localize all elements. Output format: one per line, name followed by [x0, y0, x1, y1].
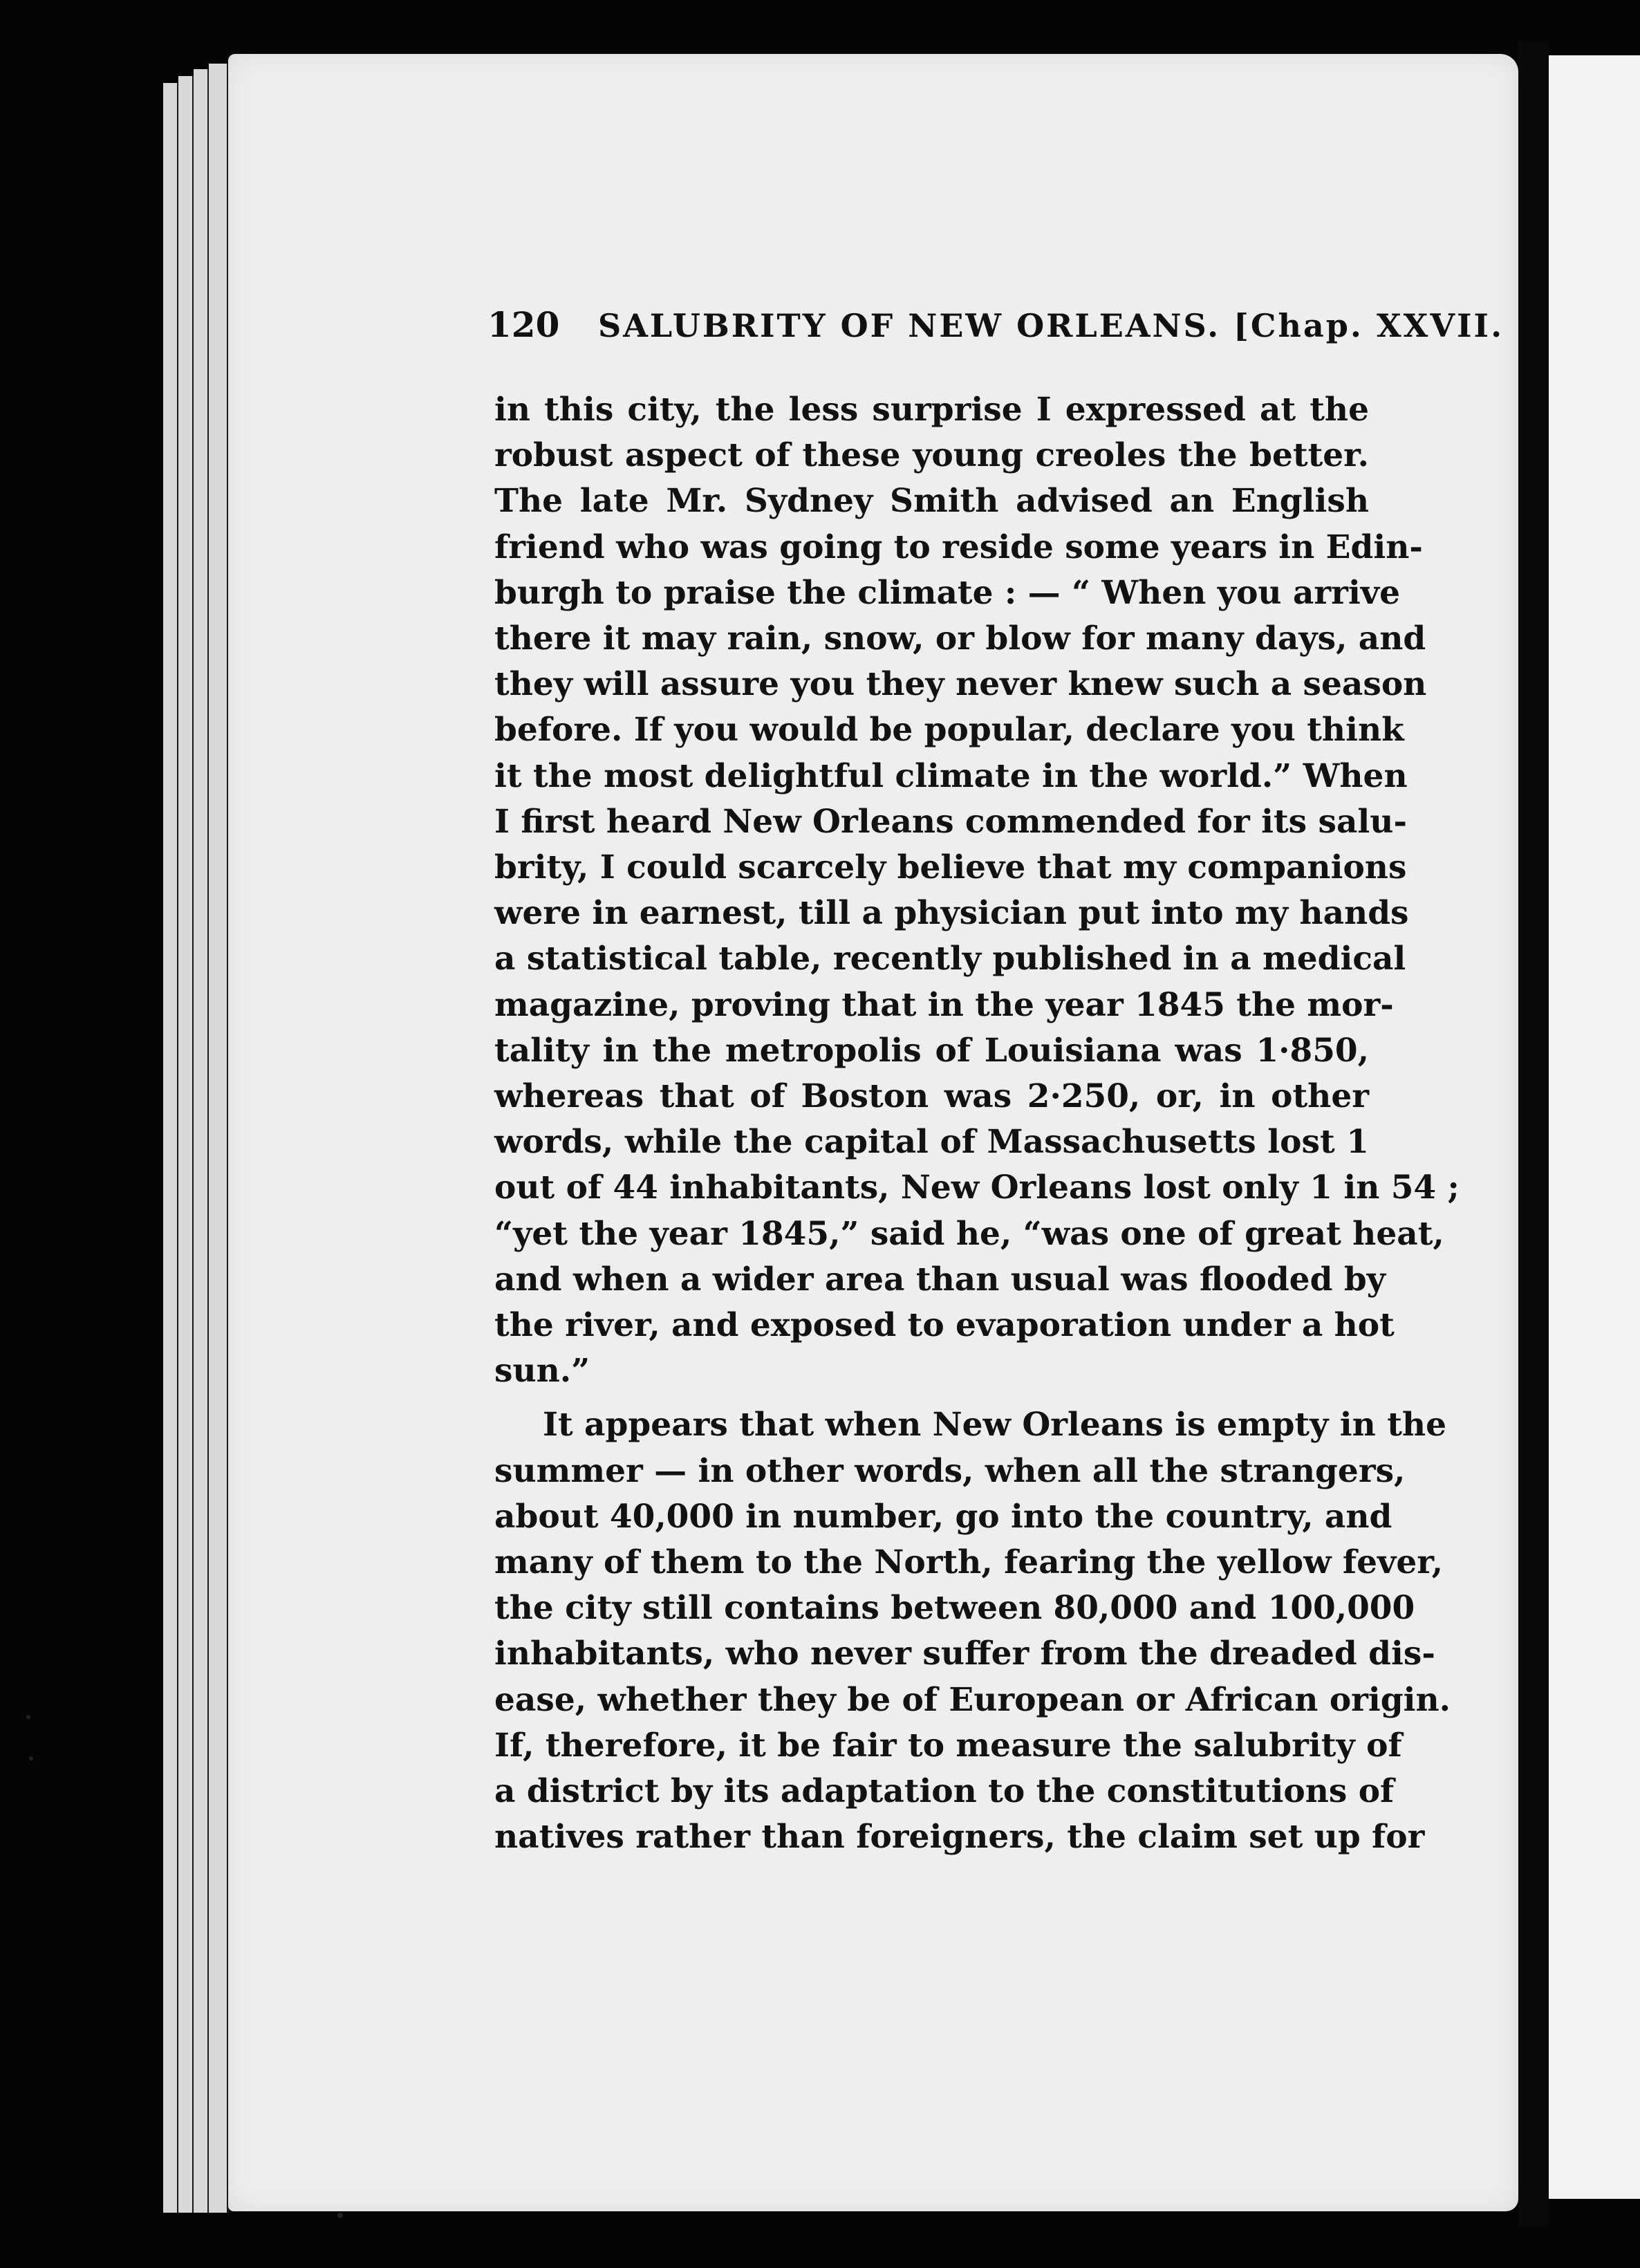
page-edge	[178, 76, 194, 2213]
speck	[26, 1715, 30, 1719]
text-line: and when a wider area than usual was flooded by	[494, 1261, 1386, 1299]
running-head: SALUBRITY OF NEW ORLEANS. [Chap. XXVII.	[598, 307, 1504, 344]
text-line: sun.”	[494, 1352, 590, 1390]
text-line: burgh to praise the climate : — “ When you arrive	[494, 574, 1401, 612]
text-line: a statistical table, recently published in a medical	[494, 940, 1406, 978]
speck	[29, 1756, 33, 1760]
text-line: ease, whether they be of European or African origin.	[494, 1681, 1451, 1719]
text-line: friend who was going to reside some years in Edin-	[494, 528, 1423, 566]
page-edge	[194, 69, 209, 2213]
text-line: natives rather than foreigners, the claim set up for	[494, 1818, 1425, 1856]
text-line: the city still contains between 80,000 and 100,000	[494, 1589, 1415, 1627]
text-line: in this city, the less surprise I expressed at the	[494, 391, 1369, 429]
text-line: “yet the year 1845,” said he, “was one of great heat,	[494, 1215, 1444, 1253]
page-edge	[209, 64, 229, 2213]
page-header	[487, 304, 1504, 353]
text-line: whereas that of Boston was 2·250, or, in other	[494, 1077, 1369, 1115]
text-line: If, therefore, it be fair to measure the salubrity of	[494, 1727, 1402, 1765]
text-line: out of 44 inhabitants, New Orleans lost only 1 in 54 ;	[494, 1169, 1460, 1207]
text-line: It appears that when New Orleans is empty in the	[543, 1406, 1446, 1444]
text-line: about 40,000 in number, go into the country, and	[494, 1498, 1392, 1536]
next-page-edge	[1549, 55, 1640, 2199]
text-line: The late Mr. Sydney Smith advised an English	[494, 482, 1369, 520]
text-line: words, while the capital of Massachusetts lost 1	[494, 1123, 1369, 1161]
text-line: tality in the metropolis of Louisiana was 1·850,	[494, 1032, 1369, 1070]
text-line: magazine, proving that in the year 1845 the mor-	[494, 986, 1394, 1024]
text-line: the river, and exposed to evaporation under a hot	[494, 1306, 1395, 1344]
text-line: they will assure you they never knew such a season	[494, 665, 1427, 703]
speck	[337, 2213, 343, 2218]
text-line: it the most delightful climate in the world.” When	[494, 757, 1408, 795]
text-line: a district by its adaptation to the constitutions of	[494, 1772, 1395, 1810]
text-line: many of them to the North, fearing the yellow fever,	[494, 1543, 1443, 1581]
text-line: inhabitants, who never suffer from the dreaded dis-	[494, 1635, 1435, 1673]
text-line: were in earnest, till a physician put into my hands	[494, 894, 1409, 932]
text-line: brity, I could scarcely believe that my companions	[494, 848, 1407, 886]
text-line: before. If you would be popular, declare you think	[494, 711, 1404, 749]
page-gutter	[1518, 41, 1549, 2227]
page-edge	[163, 83, 179, 2213]
text-line: robust aspect of these young creoles the better.	[494, 436, 1369, 474]
text-line: there it may rain, snow, or blow for many days, and	[494, 620, 1426, 658]
text-line: summer — in other words, when all the strangers,	[494, 1452, 1406, 1490]
text-line: I first heard New Orleans commended for its salu-	[494, 803, 1407, 841]
page-number: 120	[487, 304, 560, 345]
